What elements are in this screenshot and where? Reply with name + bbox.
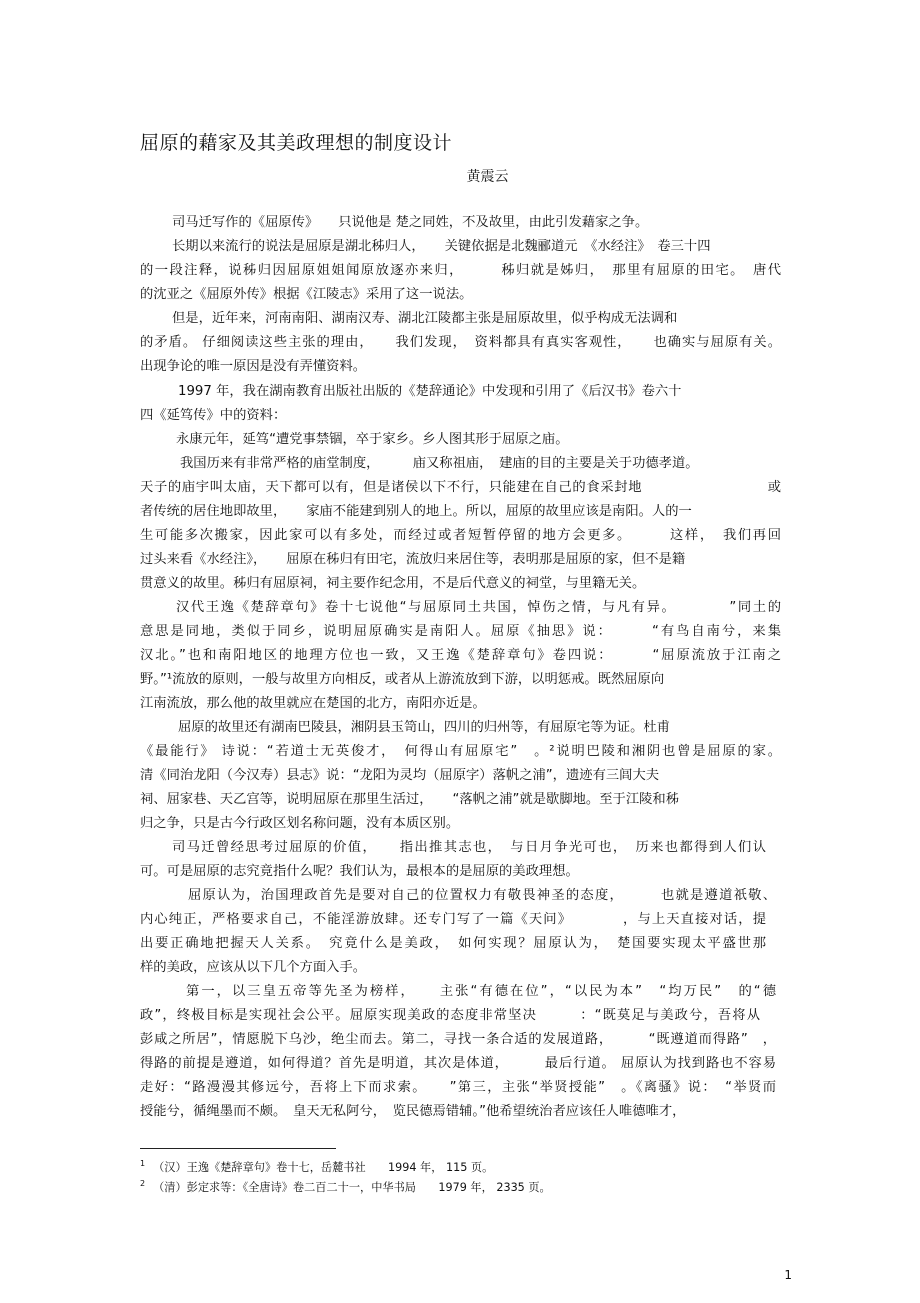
footnote-divider: [140, 1148, 336, 1149]
body-line: 《最能行》 诗说：“若道士无英俊才， 何得山有屈原宅” 。²说明巴陵和湘阴也曾是屈原的家。: [140, 744, 781, 759]
body-line: 汉北。”也和南阳地区的地理方位也一致，又王逸《楚辞章句》卷四说： “屈原流放于江南之: [140, 648, 781, 663]
body-line: 走好：“路漫漫其修远兮，吾将上下而求索。 ”第三，主张“举贤授能” 。《离骚》说： “举贤而: [140, 1080, 776, 1095]
body-line: 屈原认为，治国理政首先是要对自己的位置权力有敬畏神圣的态度， 也就是遵道祇敬、: [188, 888, 776, 903]
body-line: 生可能多次搬家，因此家可以有多处，而经过或者短暂停留的地方会更多。 这样， 我们再回: [140, 528, 781, 543]
body-line: 天子的庙宇叫太庙，天下都可以有，但是诸侯以下不行，只能建在自己的食采封地 或: [140, 480, 781, 495]
body-line: 汉代王逸《楚辞章句》卷十七说他“与屈原同土共国，悼伤之情，与凡有异。 ”同土的: [176, 600, 781, 615]
body-line: 政”，终极目标是实现社会公平。屈原实现美政的态度非常坚决 ：“既莫足与美政兮，吾将从: [140, 1008, 760, 1023]
body-line: 祠、屈家巷、天乙宫等，说明屈原在那里生活过， “落帆之浦”就是歇脚地。至于江陵和秭: [140, 792, 680, 807]
body-line: 出现争论的唯一原因是没有弄懂资料。: [140, 359, 367, 374]
footnote-text: （汉）王逸《楚辞章句》卷十七，岳麓书社 1994 年， 115 页。: [153, 1161, 494, 1174]
body-line: 授能兮，循绳墨而不颇。 皇天无私阿兮， 览民德焉错辅。”他希望统治者应该任人唯德唯才，: [140, 1104, 686, 1119]
body-line: 司马迁写作的《屈原传》 只说他是 楚之同姓，不及故里，由此引发藉家之争。: [172, 215, 649, 230]
footnote: [140, 1176, 551, 1196]
body-line: 意思是同地，类似于同乡，说明屈原确实是南阳人。屈原《抽思》说： “有鸟自南兮，来集: [140, 624, 781, 639]
body-line: 司马迁曾经思考过屈原的价值， 指出推其志也， 与日月争光可也， 历来也都得到人们认: [172, 840, 766, 855]
body-line: 我国历来有非常严格的庙堂制度， 庙又称祖庙， 建庙的目的主要是关于功德孝道。: [180, 456, 699, 471]
body-line: 归之争，只是古今行政区划名称问题，没有本质区别。: [140, 816, 460, 831]
body-line: 江南流放，那么他的故里就应在楚国的北方，南阳亦近是。: [140, 696, 486, 711]
footnote-text: （清）彭定求等：《全唐诗》卷二百二十一，中华书局 1979 年， 2335 页。: [153, 1181, 551, 1194]
body-line: 屈原的故里还有湖南巴陵县，湘阴县玉笥山，四川的归州等，有屈原宅等为证。杜甫: [178, 720, 670, 735]
body-line: 出要正确地把握天人关系。 究竟什么是美政， 如何实现？屈原认为， 楚国要实现太平盛世那: [140, 936, 766, 951]
body-line: 过头来看《水经注》， 屈原在秭归有田宅，流放归来居住等，表明那是屈原的家，但不是籍: [140, 552, 686, 567]
author-name: 黄震云: [466, 169, 509, 185]
body-line: 长期以来流行的说法是屈原是湖北秭归人， 关键依据是北魏郦道元 《水经注》 卷三十四: [172, 239, 711, 254]
body-line: 可。可是屈原的志究竟指什么呢？我们认为，最根本的是屈原的美政理想。: [140, 864, 579, 879]
body-line: 的一段注释，说秭归因屈原姐姐闻原放逐亦来归， 秭归就是姊归， 那里有屈原的田宅。 唐代: [140, 263, 781, 278]
body-line: 第一，以三皇五帝等先圣为榜样， 主张“有德在位”，“以民为本” “均万民” 的“德: [186, 984, 776, 999]
body-line: 样的美政，应该从以下几个方面入手。: [140, 960, 367, 975]
body-line: 永康元年，延笃“遭党事禁锢，卒于家乡。乡人图其形于屈原之庙。: [176, 432, 569, 447]
body-line: 的矛盾。 仔细阅读这些主张的理由， 我们发现， 资料都具有真实客观性， 也确实与屈原有关。: [140, 335, 781, 350]
document-title: 屈原的藉家及其美政理想的制度设计: [140, 132, 453, 154]
body-line: 清《同治龙阳（今汉寿）县志》说：“龙阳为灵均（屈原字）落帆之浦”，遗迹有三闾大夫: [140, 768, 660, 783]
body-line: 内心纯正，严格要求自己，不能淫游放肆。还专门写了一篇《天问》 ，与上天直接对话，提: [140, 912, 766, 927]
body-line: 但是，近年来，河南南阳、湖南汉寿、湖北江陵都主张是屈原故里，似乎构成无法调和: [172, 311, 678, 326]
page-number: 1: [784, 1268, 792, 1282]
footnote: [140, 1156, 493, 1176]
body-line: 四《延笃传》中的资料：: [140, 408, 287, 423]
body-line: 得路的前提是遵道，如何得道？首先是明道，其次是体道， 最后行道。 屈原认为找到路也不容易: [140, 1056, 776, 1071]
body-line: 野。”¹流放的原则，一般与故里方向相反，或者从上游流放到下游，以明惩戒。既然屈原向: [140, 672, 665, 687]
footnote-mark: 2: [140, 1179, 146, 1188]
body-line: 贯意义的故里。秭归有屈原祠，祠主要作纪念用，不是后代意义的祠堂，与里籍无关。: [140, 576, 646, 591]
body-line: 者传统的居住地即故里， 家庙不能建到别人的地上。所以，屈原的故里应该是南阳。人的一: [140, 504, 692, 519]
body-line: 的沈亚之《屈原外传》根据《江陵志》采用了这一说法。: [140, 287, 473, 302]
footnote-mark: 1: [140, 1159, 146, 1168]
body-line: 彭咸之所居”，情愿脱下乌沙，绝尘而去。第二，寻找一条合适的发展道路， “既遵道而得路” ，: [140, 1032, 776, 1047]
body-line: 1997 年，我在湖南教育出版社出版的《楚辞通论》中发现和引用了《后汉书》卷六十: [178, 384, 682, 399]
